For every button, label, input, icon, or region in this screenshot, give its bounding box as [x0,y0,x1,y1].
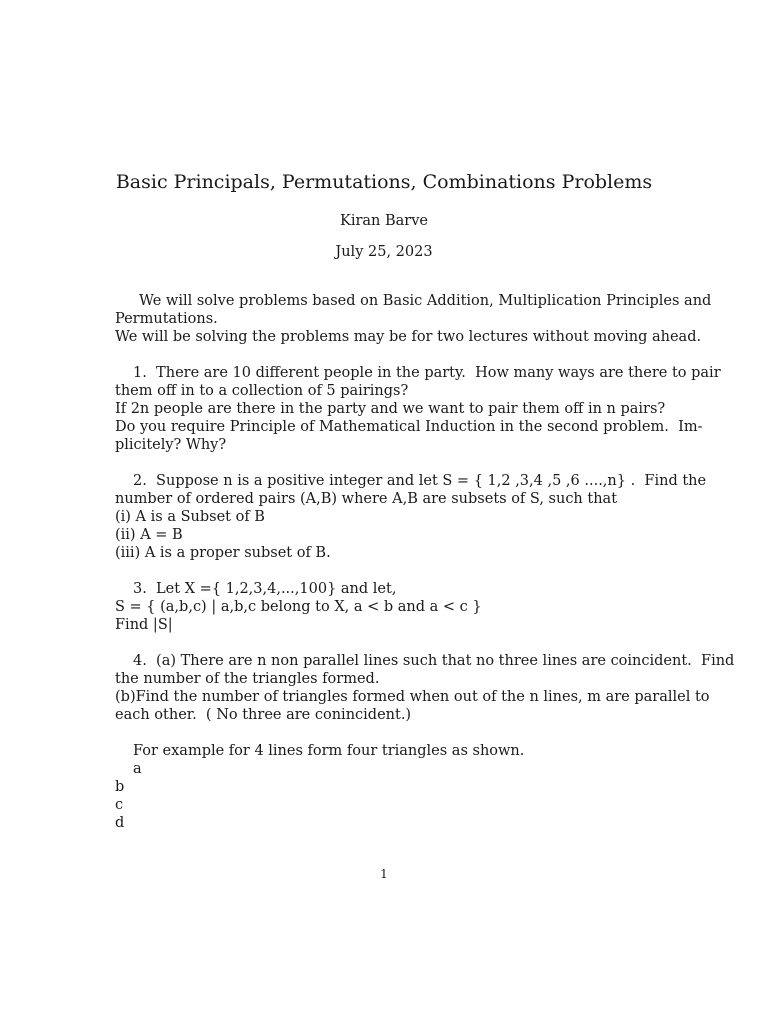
problem-4-line: 4. (a) There are n non parallel lines such that no three lines are coincident. Find [133,653,735,669]
example-label-a: a [133,761,142,777]
example-text: For example for 4 lines form four triangles as shown. [133,743,525,759]
example-label-c: c [115,797,124,813]
document-body [115,292,735,832]
problem-1-line: If 2n people are there in the party and we want to pair them off in n pairs? [115,401,666,417]
problem-3-line: Find |S| [115,617,173,633]
document-title: Basic Principals, Permutations, Combinations Problems [115,171,653,193]
example-label-d: d [115,815,125,831]
problem-3-line: S = { (a,b,c) | a,b,c belong to X, a < b and a < c } [115,599,482,615]
problem-3 [115,580,655,634]
intro-paragraph [115,292,712,346]
problem-4-line: the number of the triangles formed. [115,671,380,687]
intro-line: We will be solving the problems may be for two lectures without moving ahead. [115,329,702,345]
problem-3-line: 3. Let X ={ 1,2,3,4,...,100} and let, [133,581,397,597]
example-label-b: b [115,779,125,795]
problem-1-line: Do you require Principle of Mathematical Induction in the second problem. Im- [115,419,703,435]
document-date: July 25, 2023 [335,244,433,260]
problem-1-line: plicitely? Why? [115,437,227,453]
problem-2 [115,472,707,562]
problem-2-line: (ii) A = B [115,527,183,543]
intro-line: We will solve problems based on Basic Addition, Multiplication Principles and [139,293,712,309]
example-block [115,742,655,832]
page-number: 1 [380,867,388,881]
problem-4-line: (b)Find the number of triangles formed when out of the n lines, m are parallel to [115,689,710,705]
problem-1-line: 1. There are 10 different people in the party. How many ways are there to pair [133,365,721,381]
intro-line: Permutations. [115,311,218,327]
problem-2-line: 2. Suppose n is a positive integer and let S = { 1,2 ,3,4 ,5 ,6 ....,n} . Find the [133,473,707,489]
problem-1-line: them off in to a collection of 5 pairings? [115,383,409,399]
problem-4 [115,652,735,724]
problem-2-line: number of ordered pairs (A,B) where A,B are subsets of S, such that [115,491,618,507]
document-author: Kiran Barve [340,213,428,229]
problem-2-line: (i) A is a Subset of B [115,509,265,525]
problem-1 [115,364,721,454]
problem-2-line: (iii) A is a proper subset of B. [115,545,331,561]
problem-4-line: each other. ( No three are conincident.) [115,707,412,723]
